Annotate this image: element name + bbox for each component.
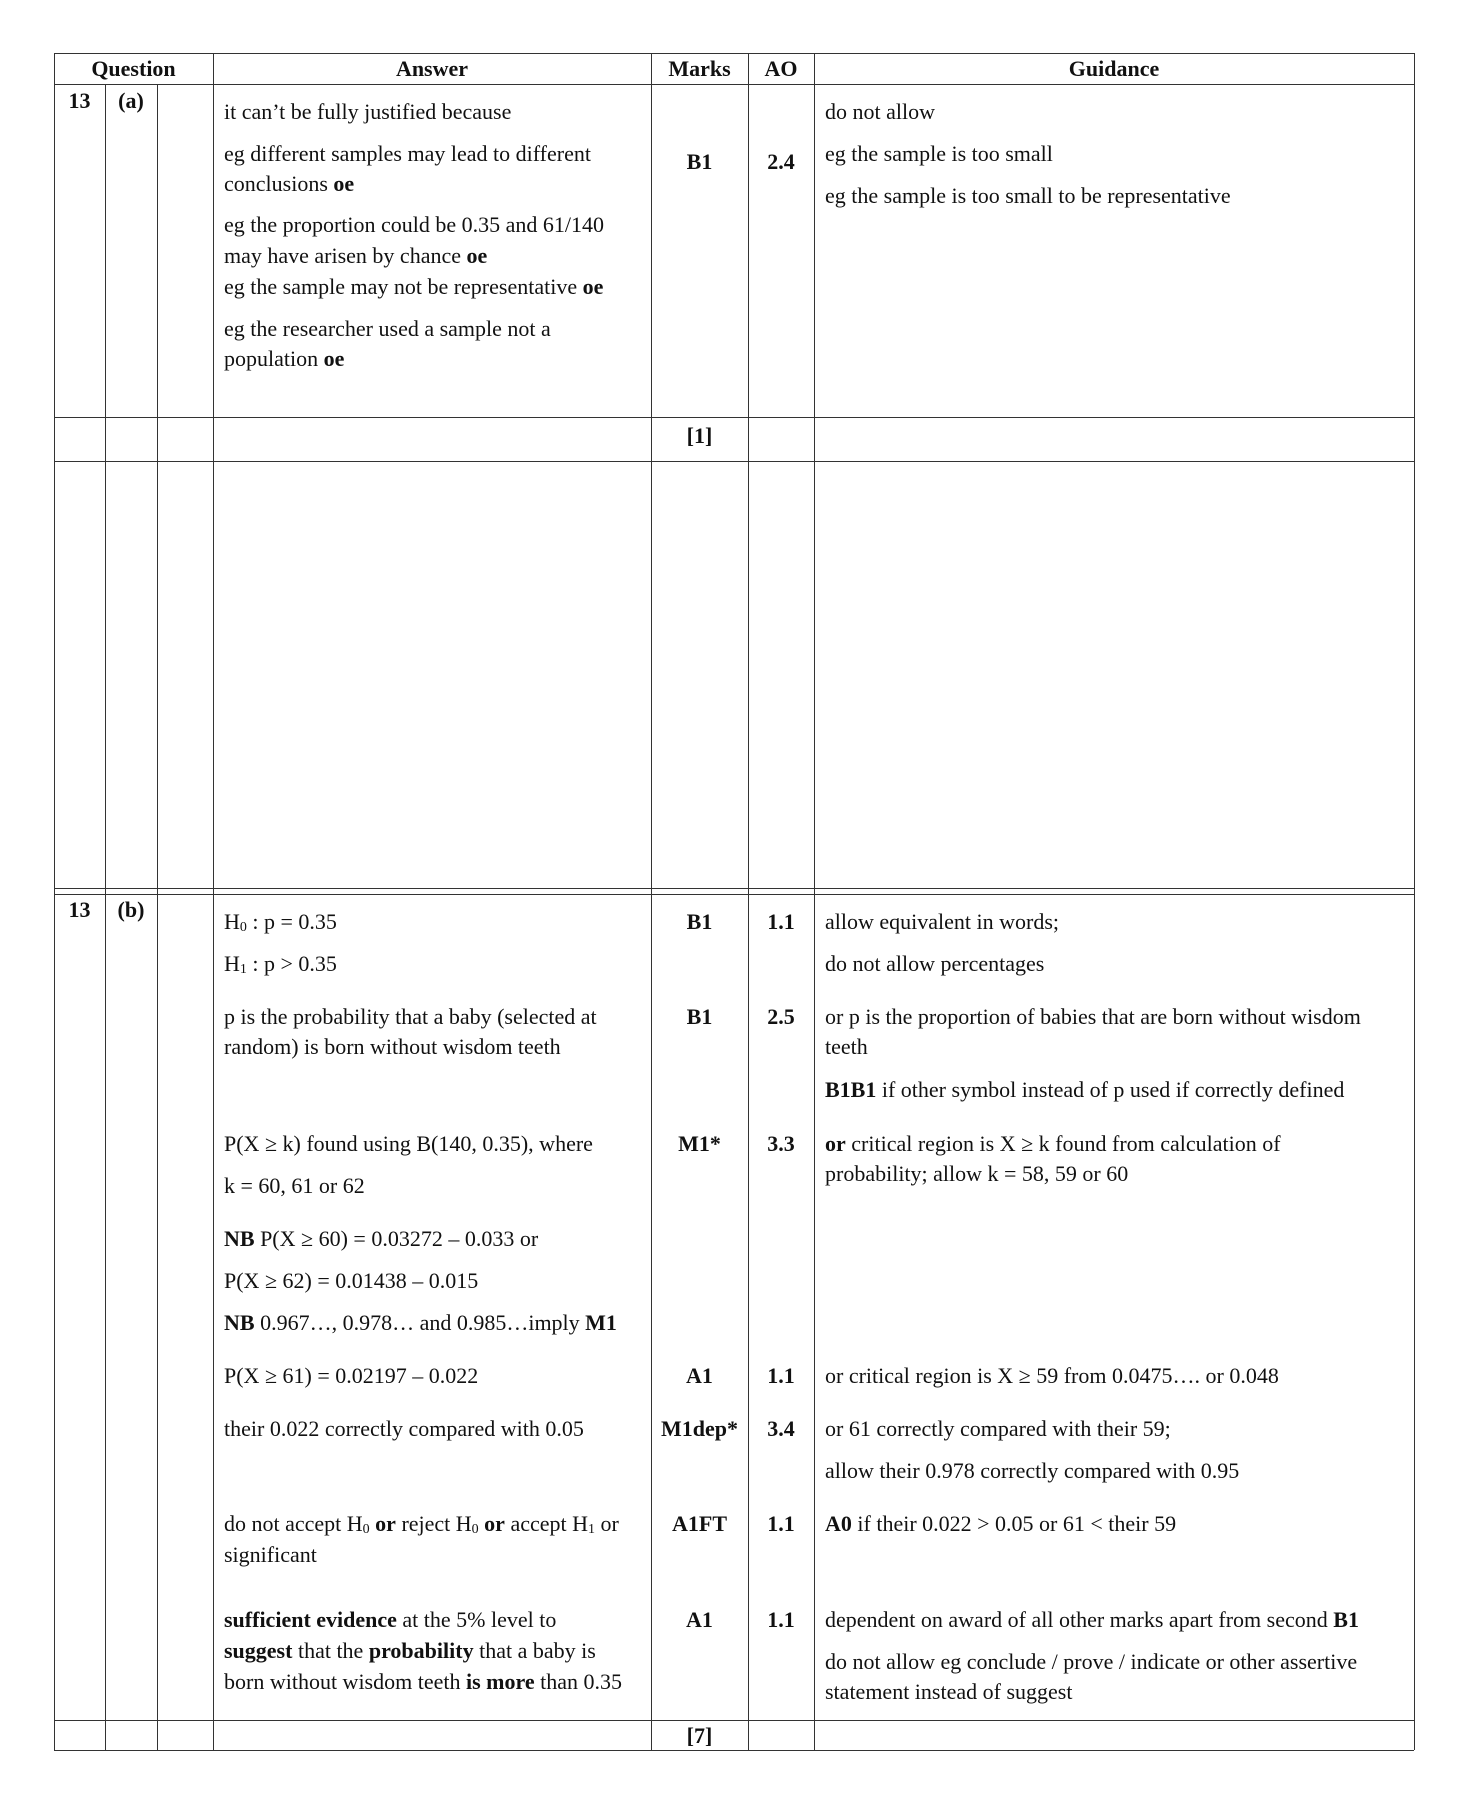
answer-line: P(X ≥ 62) = 0.01438 – 0.015	[224, 1268, 479, 1293]
answer-line: born without wisdom teeth is more than 0.35	[224, 1669, 623, 1694]
header-question: Question	[91, 56, 176, 81]
ao-code: 1.1	[767, 909, 795, 934]
answer-line: NB 0.967…, 0.978… and 0.985…imply M1	[224, 1310, 617, 1335]
guidance-line: or critical region is X ≥ k found from calculation of	[825, 1131, 1281, 1156]
answer-line: may have arisen by chance oe	[224, 243, 488, 268]
guidance-line: allow their 0.978 correctly compared with 0.95	[825, 1458, 1240, 1483]
guidance-line: allow equivalent in words;	[825, 909, 1060, 934]
ao-code: 1.1	[767, 1607, 795, 1632]
answer-line: it can’t be fully justified because	[224, 99, 512, 124]
ao-code: 2.5	[767, 1004, 795, 1029]
guidance-line: do not allow percentages	[825, 951, 1045, 976]
guidance-line: eg the sample is too small	[825, 141, 1053, 166]
alt-hypothesis: $H_1$ : p > 0.35	[224, 951, 337, 977]
answer-line: population oe	[224, 346, 345, 371]
question-number: 13	[68, 897, 91, 922]
header-marks: Marks	[668, 56, 731, 81]
answer-line: significant	[224, 1542, 317, 1567]
answer-line: P(X ≥ 61) = 0.02197 – 0.022	[224, 1363, 479, 1388]
ao-code: 2.4	[767, 149, 795, 174]
column-divider	[213, 53, 214, 1750]
total-marks: [1]	[686, 423, 713, 448]
header-answer: Answer	[395, 56, 469, 81]
column-divider	[748, 53, 749, 1750]
row-divider	[54, 461, 1414, 462]
guidance-line: do not allow eg conclude / prove / indicate or other assertive	[825, 1649, 1358, 1674]
question-part: (a)	[118, 88, 144, 113]
guidance-line: probability; allow k = 58, 59 or 60	[825, 1161, 1129, 1186]
row-divider	[54, 888, 1414, 889]
mark-code: B1	[686, 149, 713, 174]
ao-code: 1.1	[767, 1363, 795, 1388]
answer-line: NB P(X ≥ 60) = 0.03272 – 0.033 or	[224, 1226, 539, 1251]
guidance-line: do not allow	[825, 99, 935, 124]
mark-code: M1*	[678, 1131, 721, 1156]
guidance-line: eg the sample is too small to be representative	[825, 183, 1231, 208]
answer-line: eg different samples may lead to different	[224, 141, 591, 166]
mark-code: A1	[686, 1363, 713, 1388]
answer-line: random) is born without wisdom teeth	[224, 1034, 561, 1059]
ao-code: 3.4	[767, 1416, 795, 1441]
guidance-line: dependent on award of all other marks apart from second B1	[825, 1607, 1359, 1632]
null-hypothesis: $H_0$ : p = 0.35	[224, 909, 337, 935]
question-part: (b)	[117, 897, 145, 922]
mark-code: M1dep*	[661, 1416, 738, 1441]
guidance-line: B1B1 if other symbol instead of p used if correctly defined	[825, 1077, 1345, 1102]
answer-line: suggest that the probability that a baby is	[224, 1638, 596, 1663]
mark-code: A1	[686, 1607, 713, 1632]
mark-code: B1	[686, 1004, 713, 1029]
row-divider	[54, 894, 1414, 895]
column-divider	[814, 53, 815, 1750]
header-guidance: Guidance	[1068, 56, 1160, 81]
guidance-line: teeth	[825, 1034, 868, 1059]
answer-line: conclusions oe	[224, 171, 355, 196]
answer-line: p is the probability that a baby (selected at	[224, 1004, 597, 1029]
total-marks: [7]	[686, 1723, 713, 1748]
guidance-line: A0 if their 0.022 > 0.05 or 61 < their 59	[825, 1511, 1177, 1536]
answer-line: their 0.022 correctly compared with 0.05	[224, 1416, 584, 1441]
answer-line: k = 60, 61 or 62	[224, 1173, 365, 1198]
guidance-line: statement instead of suggest	[825, 1679, 1073, 1704]
header-divider	[54, 84, 1414, 85]
guidance-line: or 61 correctly compared with their 59;	[825, 1416, 1171, 1441]
column-divider	[651, 53, 652, 1750]
row-divider	[54, 417, 1414, 418]
answer-line: eg the proportion could be 0.35 and 61/140	[224, 212, 605, 237]
ao-code: 3.3	[767, 1131, 795, 1156]
answer-line: P(X ≥ k) found using B(140, 0.35), where	[224, 1131, 593, 1156]
answer-line: sufficient evidence at the 5% level to	[224, 1607, 557, 1632]
answer-line: eg the sample may not be representative oe	[224, 274, 604, 299]
guidance-line: or critical region is X ≥ 59 from 0.0475…. or 0.048	[825, 1363, 1279, 1388]
answer-line: eg the researcher used a sample not a	[224, 316, 551, 341]
answer-line: do not accept $H_0$ or reject $H_0$ or accept $H_1$ or	[224, 1511, 619, 1537]
column-divider	[1414, 53, 1415, 1750]
mark-code: B1	[686, 909, 713, 934]
column-divider	[157, 84, 158, 1750]
guidance-line: or p is the proportion of babies that are born without wisdom	[825, 1004, 1361, 1029]
ao-code: 1.1	[767, 1511, 795, 1536]
question-number: 13	[68, 88, 91, 113]
header-ao: AO	[764, 56, 798, 81]
mark-code: A1FT	[672, 1511, 727, 1536]
